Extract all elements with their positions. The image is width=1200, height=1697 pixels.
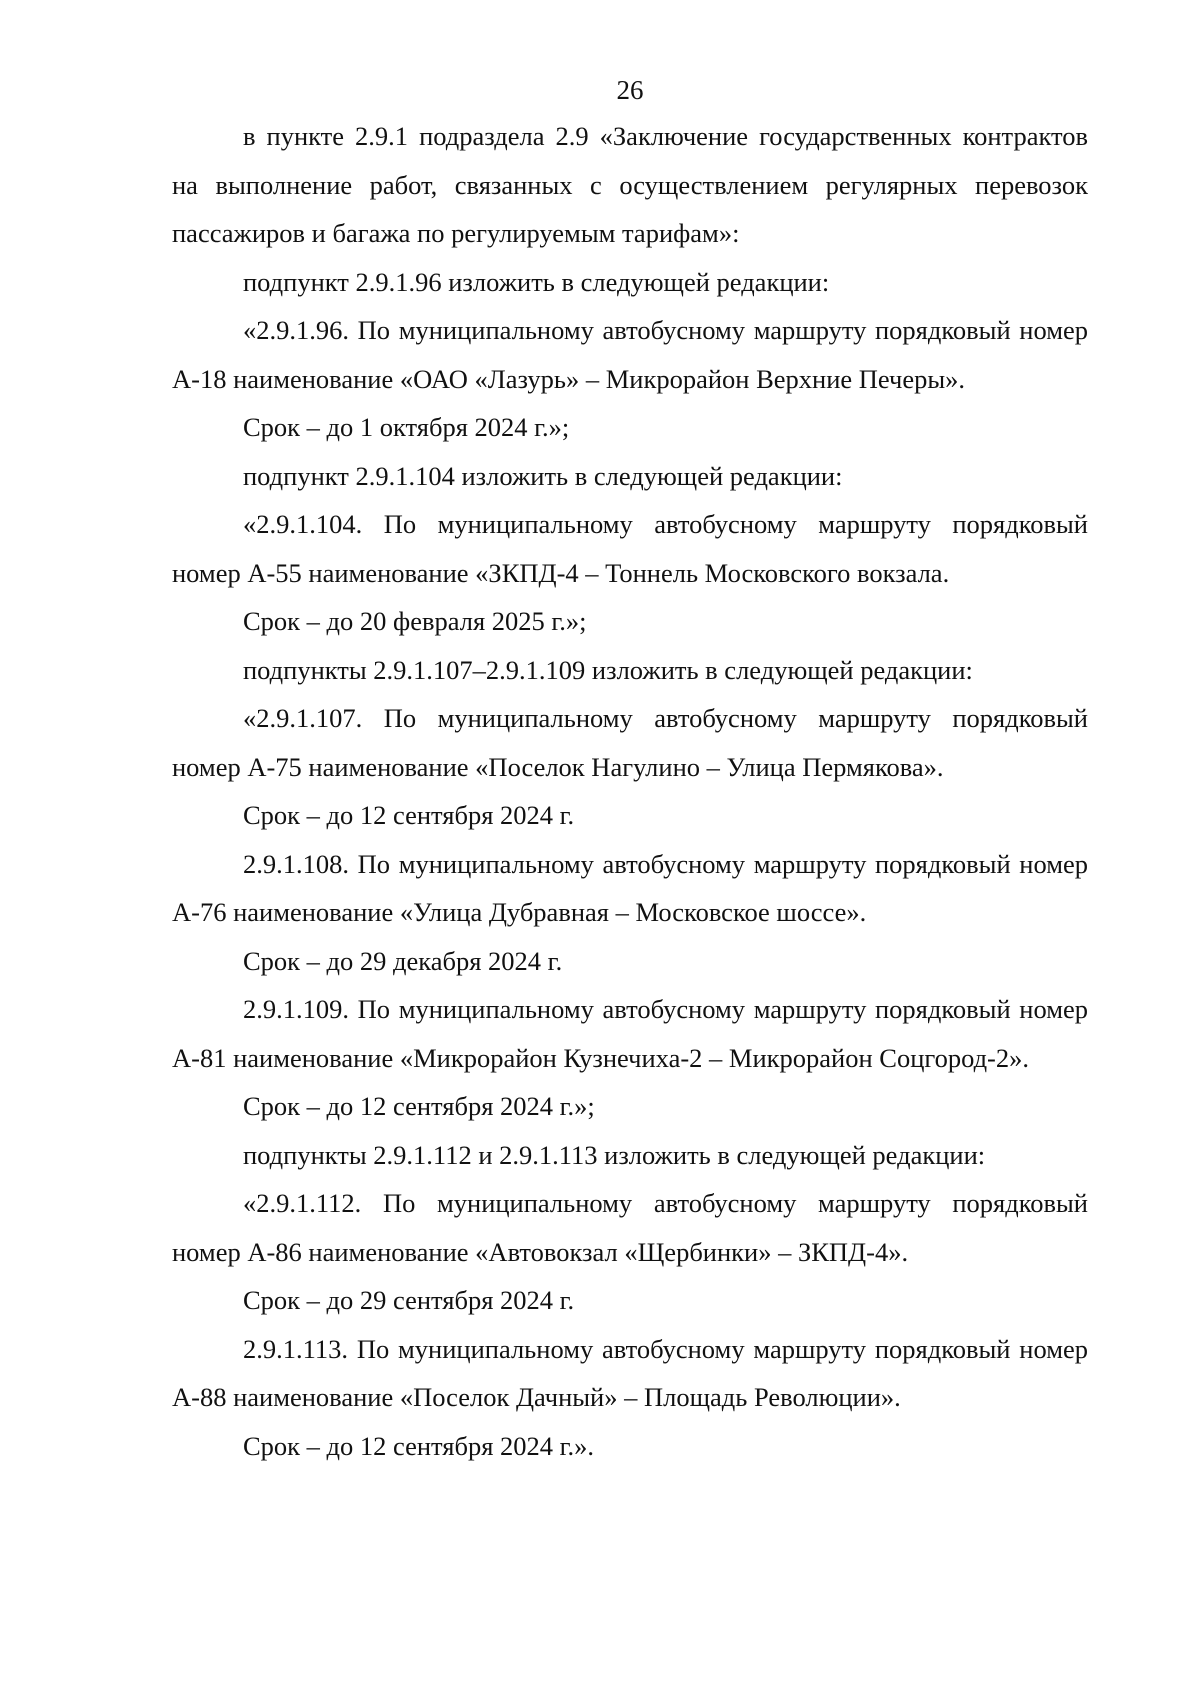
page-number: 26 xyxy=(616,75,644,105)
paragraph-subitem-96-instruction: подпункт 2.9.1.96 изложить в следующей редакции: xyxy=(243,266,830,297)
paragraph-subitem-104-deadline: Срок – до 20 февраля 2025 г.»; xyxy=(243,606,587,636)
paragraph-subitem-109-text: 2.9.1.109. По муниципальному автобусному маршруту порядковый номер А-81 наименование «Микрорайон Кузнечиха-2 – Микрорайон Соцгород-2». xyxy=(172,994,1088,1073)
paragraph-subitem-109-deadline: Срок – до 12 сентября 2024 г.»; xyxy=(243,1091,595,1121)
paragraph-subitem-107-deadline: Срок – до 12 сентября 2024 г. xyxy=(243,800,575,830)
paragraph-subitem-113-deadline: Срок – до 12 сентября 2024 г.». xyxy=(243,1430,595,1461)
paragraph-subitem-113-text: 2.9.1.113. По муниципальному автобусному маршруту порядковый номер А-88 наименование «Поселок Дачный» – Площадь Революции». xyxy=(172,1333,1088,1412)
paragraph-subitem-104-text: «2.9.1.104. По муниципальному автобусному маршруту порядковый номер А-55 наименование «ЗКПД-4 – Тоннель Московского вокзала. xyxy=(172,509,1088,588)
paragraph-subitem-104-instruction: подпункт 2.9.1.104 изложить в следующей редакции: xyxy=(243,460,843,491)
paragraph-subitem-108-text: 2.9.1.108. По муниципальному автобусному маршруту порядковый номер А-76 наименование «Улица Дубравная – Московское шоссе». xyxy=(172,848,1088,927)
paragraph-subitem-107-text: «2.9.1.107. По муниципальному автобусному маршруту порядковый номер А-75 наименование «Поселок Нагулино – Улица Пермякова». xyxy=(172,703,1088,782)
paragraph-subitem-108-deadline: Срок – до 29 декабря 2024 г. xyxy=(243,945,563,976)
paragraph-subitems-107-109-instruction: подпункты 2.9.1.107–2.9.1.109 изложить в следующей редакции: xyxy=(243,654,973,685)
paragraph-subitem-112-text: «2.9.1.112. По муниципальному автобусному маршруту порядковый номер А-86 наименование «Автовокзал «Щербинки» – ЗКПД-4». xyxy=(172,1188,1088,1267)
document-body xyxy=(172,112,1088,1470)
paragraph-subitem-96-deadline: Срок – до 1 октября 2024 г.»; xyxy=(243,412,570,442)
paragraph-subitems-112-113-instruction: подпункты 2.9.1.112 и 2.9.1.113 изложить в следующей редакции: xyxy=(243,1139,986,1170)
paragraph-intro: в пункте 2.9.1 подраздела 2.9 «Заключение государственных контрактов на выполнение работ, связанных с осуществлением регулярных перевозок пассажиров и багажа по регулируемым тарифам»: xyxy=(172,121,1088,248)
paragraph-subitem-112-deadline: Срок – до 29 сентября 2024 г. xyxy=(243,1285,575,1315)
paragraph-subitem-96-text: «2.9.1.96. По муниципальному автобусному маршруту порядковый номер А-18 наименование «ОАО «Лазурь» – Микрорайон Верхние Печеры». xyxy=(172,315,1088,394)
